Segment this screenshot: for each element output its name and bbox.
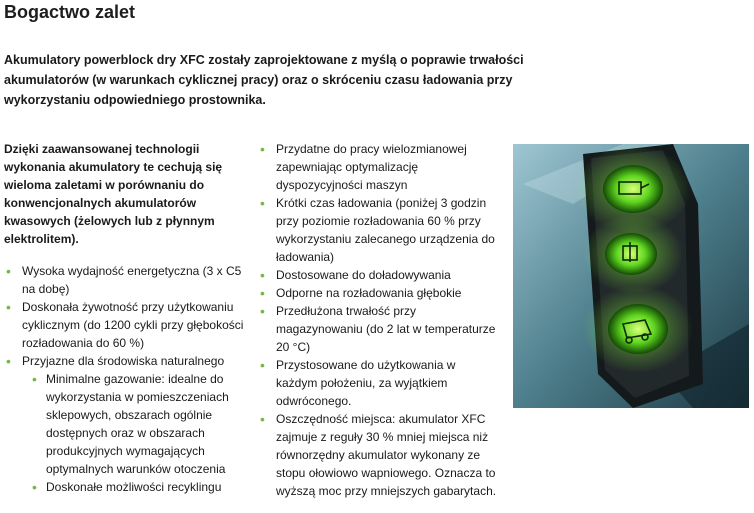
list-item: • Krótki czas ładowania (poniżej 3 godzin przy poziomie rozładowania 60 % przy wykorzystaniu zalecanego urządzenia do ładowania) bbox=[258, 194, 498, 266]
list-item: • Przedłużona trwałość przy magazynowaniu (do 2 lat w temperaturze 20 °C) bbox=[258, 302, 498, 356]
intro-paragraph: Akumulatory powerblock dry XFC zostały zaprojektowane z myślą o poprawie trwałości akumulatorów (w warunkach cyklicznej pracy) oraz o skróceniu czasu ładowania przy wykorzystaniu odpowiedniego prostownika. bbox=[4, 53, 524, 107]
sub-list-item: • Doskonałe możliwości recyklingu bbox=[30, 478, 244, 496]
advantages-list bbox=[4, 262, 244, 496]
list-item bbox=[4, 352, 244, 496]
list-item: • Oszczędność miejsca: akumulator XFC zajmuje z reguły 30 % mniej miejsca niż równorzędny akumulator wykonany ze stopu ołowiowo wapniowego. Oznacza to wyższą moc przy mniejszych gabarytach. bbox=[258, 410, 498, 500]
lead-paragraph: Dzięki zaawansowanej technologii wykonania akumulatory te cechują się wieloma zaletami w porównaniu do konwencjonalnych akumulatorów kwasowych (żelowych lub z płynnym elektrolitem). bbox=[4, 142, 223, 246]
page-title: Bogactwo zalet bbox=[4, 2, 136, 22]
left-column bbox=[4, 140, 244, 496]
list-item: • Odporne na rozładowania głębokie bbox=[258, 284, 498, 302]
features-list bbox=[258, 140, 498, 500]
list-item: • Wysoka wydajność energetyczna (3 x C5 na dobę) bbox=[4, 262, 244, 298]
list-item: • Przydatne do pracy wielozmianowej zapewniając optymalizację dyspozycyjności maszyn bbox=[258, 140, 498, 194]
middle-column bbox=[258, 140, 498, 500]
sub-list bbox=[22, 370, 244, 496]
sub-list-item: • Minimalne gazowanie: idealne do wykorzystania w pomieszczeniach sklepowych, obszarach ogólnie dostępnych oraz w obszarach produkcyjnych wymagających optymalnych warunków otoczenia bbox=[30, 370, 244, 478]
list-item: • Doskonała żywotność przy użytkowaniu cyklicznym (do 1200 cykli przy głębokości rozładowania do 60 %) bbox=[4, 298, 244, 352]
list-item: • Dostosowane do doładowywania bbox=[258, 266, 498, 284]
list-item-label: Przyjazne dla środowiska naturalnego bbox=[22, 354, 225, 368]
list-item: • Przystosowane do użytkowania w każdym położeniu, za wyjątkiem odwróconego. bbox=[258, 356, 498, 410]
traffic-light-photo bbox=[513, 144, 749, 408]
